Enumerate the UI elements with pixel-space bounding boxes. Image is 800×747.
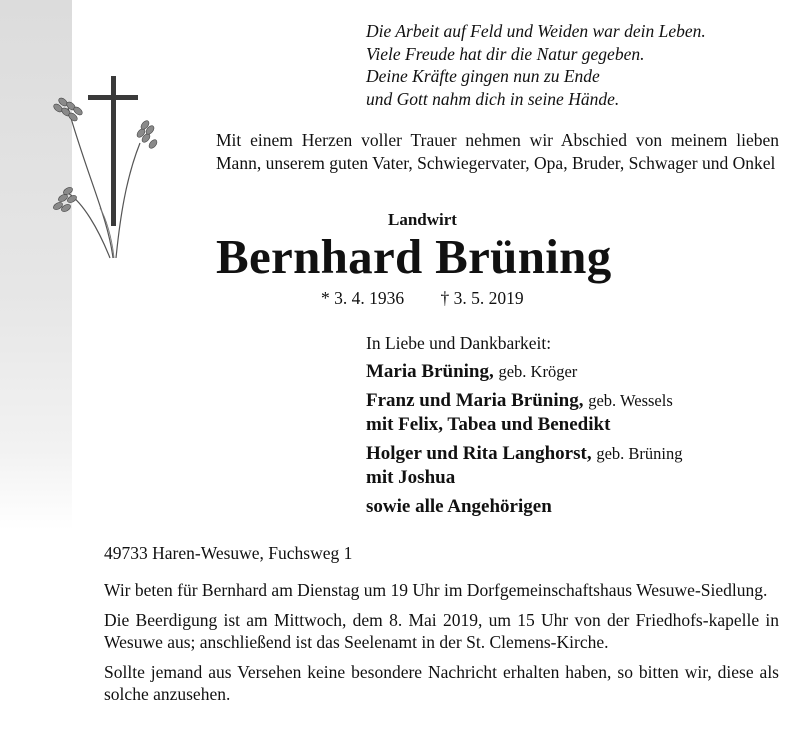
- family-member: [366, 360, 786, 384]
- family-lead: In Liebe und Dankbarkeit:: [366, 333, 552, 353]
- poem-line: Die Arbeit auf Feld und Weiden war dein Leben.: [366, 21, 706, 41]
- death-date: † 3. 5. 2019: [440, 288, 524, 308]
- occupation: Landwirt: [388, 210, 457, 229]
- member-children: mit Joshua: [366, 467, 456, 488]
- family-list: [366, 332, 786, 524]
- deceased-name: Bernhard Brüning: [216, 229, 612, 284]
- notices: [104, 579, 779, 713]
- family-member: [366, 442, 786, 490]
- cross-with-wheat-icon: [28, 68, 168, 268]
- life-dates: [321, 288, 524, 309]
- intro-text: Mit einem Herzen voller Trauer nehmen wir Abschied von meinem lieben Mann, unserem guten Vater, Schwiegervater, Opa, Bruder, Schwager und Onkel: [216, 130, 779, 173]
- closing-text: sowie alle Angehörigen: [366, 496, 552, 517]
- poem-line: Viele Freude hat dir die Natur gegeben.: [366, 43, 645, 64]
- member-birth-name: geb. Kröger: [498, 362, 578, 381]
- poem: [366, 20, 786, 110]
- member-birth-name: geb. Wessels: [588, 391, 673, 410]
- notice-apology: Sollte jemand aus Versehen keine besondere Nachricht erhalten haben, so bitten wir, diese als solche anzusehen.: [104, 662, 779, 704]
- notice-prayer: Wir beten für Bernhard am Dienstag um 19 Uhr im Dorfgemeinschaftshaus Wesuwe-Siedlung.: [104, 580, 768, 600]
- member-birth-name: geb. Brüning: [596, 444, 683, 463]
- member-name: Maria Brüning,: [366, 361, 494, 382]
- member-name: Franz und Maria Brüning,: [366, 390, 584, 411]
- notice-funeral: Die Beerdigung ist am Mittwoch, dem 8. Mai 2019, um 15 Uhr von der Friedhofs-kapelle in Wesuwe aus; anschließend ist das Seelenamt in der St. Clemens-Kirche.: [104, 610, 779, 652]
- poem-line: und Gott nahm dich in seine Hände.: [366, 88, 620, 109]
- birth-date: * 3. 4. 1936: [321, 288, 405, 308]
- poem-line: Deine Kräfte gingen nun zu Ende: [366, 66, 600, 86]
- member-name: Holger und Rita Langhorst,: [366, 443, 592, 464]
- address: 49733 Haren-Wesuwe, Fuchsweg 1: [104, 543, 353, 563]
- member-children: mit Felix, Tabea und Benedikt: [366, 414, 611, 435]
- family-closing: [366, 495, 786, 519]
- family-member: [366, 389, 786, 437]
